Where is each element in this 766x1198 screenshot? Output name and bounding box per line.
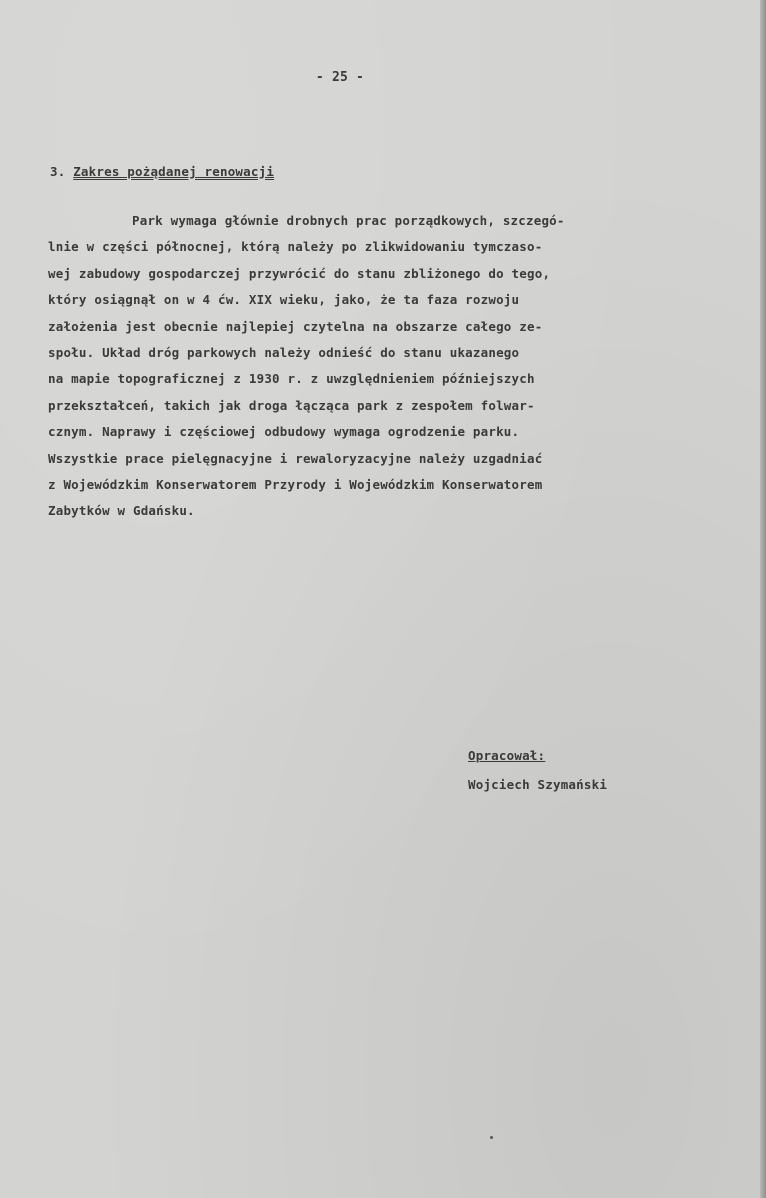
text-line: założenia jest obecnie najlepiej czytelna na obszarze całego ze- xyxy=(48,318,543,334)
text-line: przekształceń, takich jak droga łącząca park z zespołem folwar- xyxy=(48,397,535,413)
text-line: wej zabudowy gospodarczej przywrócić do stanu zbliżonego do tego, xyxy=(48,265,551,281)
page-number: - 25 - xyxy=(315,70,365,85)
text-line: społu. Układ dróg parkowych należy odnieść do stanu ukazanego xyxy=(48,344,520,360)
text-line: z Wojewódzkim Konserwatorem Przyrody i Wojewódzkim Konserwatorem xyxy=(48,476,543,492)
text-line: Park wymaga głównie drobnych prac porządkowych, szczegó- xyxy=(132,213,565,228)
scan-edge-shadow xyxy=(760,0,766,1198)
section-title: Zakres pożądanej renowacji xyxy=(73,164,275,179)
text-line: lnie w części północnej, którą należy po zlikwidowaniu tymczaso- xyxy=(48,239,543,255)
signature-block xyxy=(468,740,607,798)
scan-speck xyxy=(490,1136,493,1139)
text-line: na mapie topograficznej z 1930 r. z uwzględnieniem późniejszych xyxy=(48,371,535,387)
text-line: Wszystkie prace pielęgnacyjne i rewaloryzacyjne należy uzgadniać xyxy=(48,450,543,466)
section-heading xyxy=(50,164,274,179)
text-line: który osiągnął on w 4 ćw. XIX wieku, jako, że ta faza rozwoju xyxy=(48,292,520,308)
signature-label-row xyxy=(468,740,607,772)
section-number: 3. xyxy=(50,164,66,179)
body-paragraph xyxy=(48,208,760,525)
text-line: cznym. Naprawy i częściowej odbudowy wymaga ogrodzenie parku. xyxy=(48,424,520,440)
signature-label: Opracował: xyxy=(468,748,546,763)
text-line: Zabytków w Gdańsku. xyxy=(48,503,195,519)
author-name: Wojciech Szymański xyxy=(468,777,608,792)
